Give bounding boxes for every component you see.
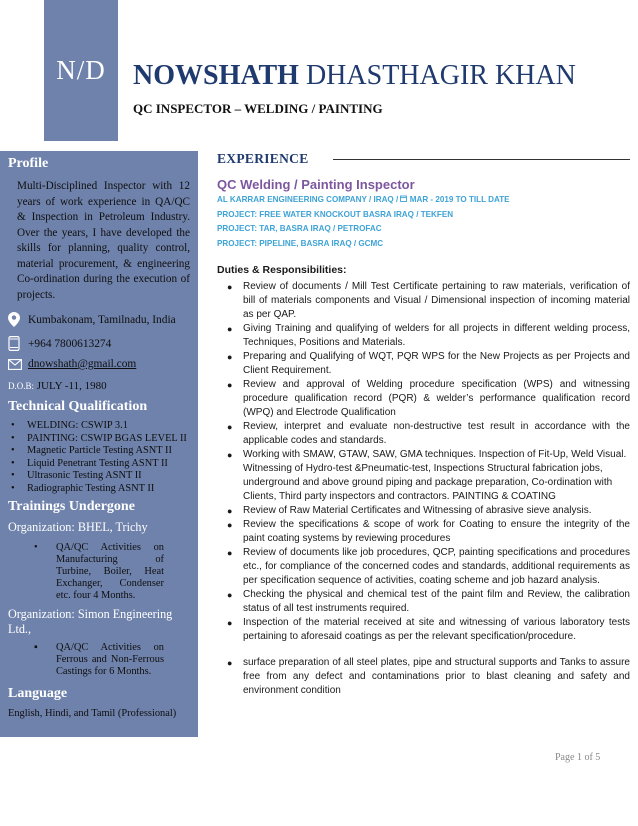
list-item: ● Review of Raw Material Certificates and Witnessing of abrasive sieve analysis. (227, 505, 592, 516)
list-item: ● Review, interpret and evaluate non-destructive test result in accordance with the applicable codes and standards. (227, 421, 630, 446)
list-item: ● Checking the physical and chemical test of the paint film and Review, the calibration status of all test instruments required. (227, 589, 630, 614)
phone-text: +964 7800613274 (28, 337, 112, 350)
list-item: ● Review the specifications & scope of work for Coating to ensure the integrity of the paint coating systems by reviewing procedures (227, 519, 630, 544)
duties-list (217, 280, 630, 698)
list-item: • Ultrasonic Testing ASNT II (11, 470, 142, 481)
language-heading: Language (8, 686, 68, 701)
list-item: ● Review of documents / Mill Test Certificate pertaining to raw materials, verification of bill of materials components and Visual / Dimensional inspection of incoming material as per QAP. (227, 281, 630, 320)
training-org: Organization: Simon Engineering Ltd., (8, 607, 173, 636)
list-item: • Magnetic Particle Testing ASNT II (11, 445, 172, 456)
email-row[interactable] (8, 358, 190, 370)
list-item: ● Giving Training and qualifying of welders for all projects in different welding process, Techniques, Positions and Materials. (227, 323, 630, 348)
initials-text: N/D (56, 55, 106, 85)
company-name: AL KARRAR ENGINEERING COMPANY / IRAQ / (217, 195, 399, 204)
list-item: • PAINTING: CSWIP BGAS LEVEL II (11, 432, 187, 444)
phone-row (8, 336, 190, 351)
divider (333, 159, 630, 160)
email-link[interactable]: dnowshath@gmail.com (28, 358, 137, 370)
location-text: Kumbakonam, Tamilnadu, India (28, 313, 176, 326)
list-item: ● Working with SMAW, GTAW, SAW, GMA techniques. Inspection of Fit-Up, Weld Visual. Witnessing of Hydro-test &Pneumatic-test, Inspections Structural fabrication jobs, underground and above ground piping and package preparation, Co-ordination with Clients, Third party inspectors and contractors. PAINTING & COATING (227, 449, 627, 502)
company-line (217, 193, 630, 208)
list-item: ● Preparing and Qualifying of WQT, PQR WPS for the New Projects as per Projects and Client Requirement. (227, 351, 630, 376)
language-text: English, Hindi, and Tamil (Professional) (8, 708, 177, 719)
training-org: Organization: BHEL, Trichy (8, 520, 148, 534)
job-title: QC Welding / Painting Inspector (217, 177, 415, 192)
duties-heading: Duties & Responsibilities: (217, 264, 347, 276)
page-number: Page 1 of 5 (555, 752, 601, 763)
experience-heading: EXPERIENCE (217, 151, 309, 166)
email-icon (8, 359, 28, 370)
profile-text: Multi-Disciplined Inspector with 12 years of work experience in QA/QC & Inspection in Petroleum Industry. Over the years, I have developed the skills for planning, quality control, material procurement, & engineering Co-ordination during the execution of projects. (17, 180, 190, 301)
candidate-name (133, 60, 576, 92)
project-item: PROJECT: PIPELINE, BASRA IRAQ / GCMC (217, 238, 384, 248)
project-item: PROJECT: TAR, BASRA IRAQ / PETROFAC (217, 224, 382, 233)
qualification-list (8, 420, 190, 495)
sidebar (0, 151, 198, 737)
dob-label: D.O.B: (8, 381, 35, 391)
list-item: • Liquid Penetrant Testing ASNT II (11, 457, 168, 469)
calendar-icon (400, 195, 409, 204)
qualification-heading: Technical Qualification (8, 399, 148, 414)
list-item: ● Inspection of the material received at site and witnessing of various laboratory tests pertaining to aforesaid coatings as per the relevant specification/procedure. (227, 617, 630, 642)
job-role: QC INSPECTOR – WELDING / PAINTING (133, 101, 383, 116)
list-item: • WELDING: CSWIP 3.1 (11, 420, 128, 431)
trainings-heading: Trainings Undergone (8, 499, 135, 514)
profile-heading: Profile (8, 156, 49, 171)
employment-period: MAR - 2019 TO TILL DATE (409, 195, 510, 204)
name-rest: DHASTHAGIR KHAN (305, 60, 576, 91)
dob-row (8, 380, 190, 392)
location-pin-icon (8, 312, 28, 327)
project-item: PROJECT: FREE WATER KNOCKOUT BASRA IRAQ / TEKFEN (217, 209, 454, 219)
initials-logo (44, 0, 118, 141)
name-first: NOWSHATH (133, 60, 299, 91)
experience-header (217, 151, 630, 167)
main-content (217, 151, 630, 698)
list-item: ● Review and approval of Welding procedure specification (WPS) and witnessing procedure qualification record (PQR) & welder’s performance qualification record (WPQ) and Electrode Qualification (227, 379, 630, 418)
training-text: QA/QC Activities on Manufacturing of Turbine, Boiler, Heat Exchanger, Condenser etc. four 4 Months. (56, 542, 164, 601)
list-item: ▪ QA/QC Activities on Ferrous and Non-Ferrous Castings for 6 Months. (34, 642, 164, 677)
dob-value: JULY -11, 1980 (36, 380, 107, 392)
location-row (8, 312, 190, 327)
list-item: • Radiographic Testing ASNT II (11, 482, 155, 494)
phone-icon (8, 336, 28, 351)
list-item: ● Review of documents like job procedures, QCP, painting specifications and procedures etc., for compliance of the concerned codes and standards, additional requirements as per specification sequence of activities, coating scheme and job hazard analysis. (227, 547, 630, 586)
training-text: QA/QC Activities on Ferrous and Non-Ferrous Castings for 6 Months. (56, 642, 164, 677)
list-item: ● surface preparation of all steel plates, pipe and structural supports and Tanks to assure free from any defect and contaminations prior to blast cleaning and safety and environment condition (227, 657, 630, 696)
list-item: • QA/QC Activities on Manufacturing of Turbine, Boiler, Heat Exchanger, Condenser etc. four 4 Months. (34, 542, 164, 601)
